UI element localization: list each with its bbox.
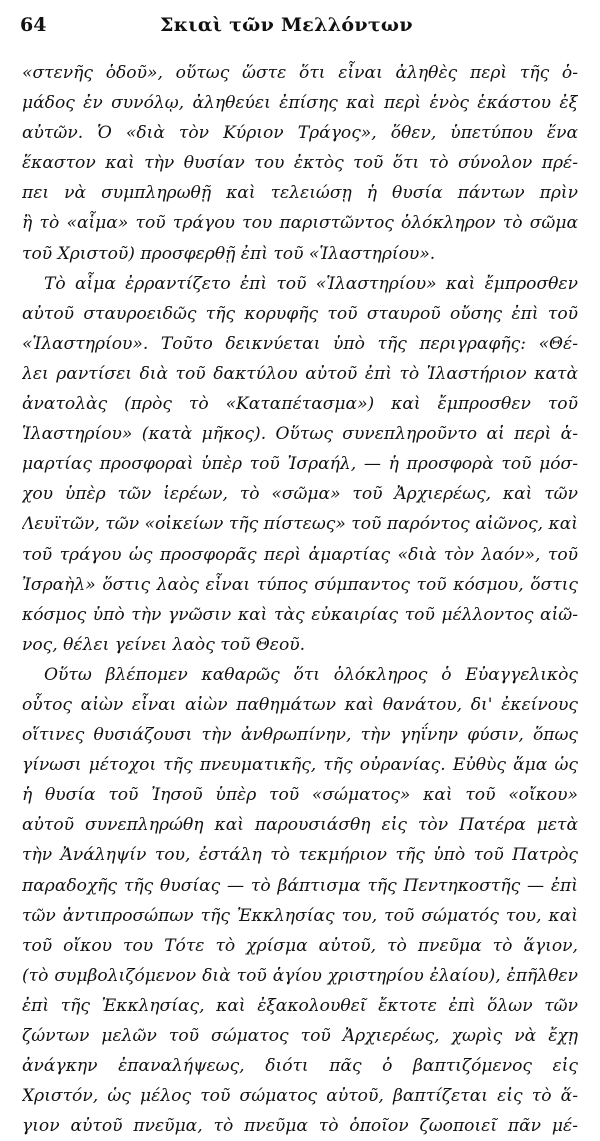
text-line: ἕκαστον καὶ τὴν θυσίαν του ἐκτὸς τοῦ ὅτι τὸ σύνολον πρέ- (22, 153, 578, 174)
text-line: κόσμος ὑπὸ τὴν γνῶσιν καὶ τὰς εὐκαιρίας τοῦ μέλλοντος αἰῶ- (22, 604, 578, 625)
text-line: αὐτοῦ συνεπληρώθη καὶ παρουσιάσθη εἰς τὸν Πατέρα μετὰ (22, 815, 578, 836)
text-line: τοῦ τράγου ὡς προσφορᾶς περὶ ἁμαρτίας «διὰ τὸν λαόν», τοῦ (22, 544, 578, 565)
text-line: τοῦ οἴκου του Τότε τὸ χρίσμα αὐτοῦ, τὸ πνεῦμα τὸ ἅγιον, (22, 935, 578, 956)
text-line: Ἱλαστηρίου» (κατὰ μῆκος). Οὕτως συνεπληροῦντο αἱ περὶ ἁ- (22, 424, 578, 445)
page-number: 64 (20, 14, 47, 36)
text-line: χου ὑπὲρ τῶν ἱερέων, τὸ «σῶμα» τοῦ Ἀρχιερέως, καὶ τῶν (22, 484, 578, 505)
text-line: Ἰσραὴλ» ὅστις λαὸς εἶναι τύπος σύμπαντος τοῦ κόσμου, ὅστις (22, 574, 578, 595)
text-line: γιον αὐτοῦ πνεῦμα, τὸ πνεῦμα τὸ ὁποῖον ζωοποιεῖ πᾶν μέ- (22, 1116, 578, 1137)
text-line: ζώντων μελῶν τοῦ σώματος τοῦ Ἀρχιερέως, χωρὶς νὰ ἔχῃ (22, 1026, 578, 1046)
text-line: πει νὰ συμπληρωθῇ καὶ τελειώσῃ ἡ θυσία πάντων πρὶν (22, 183, 578, 204)
text-line: «Ἱλαστηρίου». Τοῦτο δεικνύεται ὑπὸ τῆς περιγραφῆς: «Θέ- (22, 333, 578, 354)
text-line: οἵτινες θυσιάζουσι τὴν ἀνθρωπίνην, τὴν γηΐνην φύσιν, ὅπως (22, 725, 578, 746)
text-line: Τὸ αἷμα ἐρραντίζετο ἐπὶ τοῦ «Ἱλαστηρίου» καὶ ἔμπροσθεν (44, 273, 578, 294)
text-line: νος, θέλει γείνει λαὸς τοῦ Θεοῦ. (22, 634, 306, 655)
text-line: ἢ τὸ «αἷμα» τοῦ τράγου του παριστῶντος ὁλόκληρον τὸ σῶμα (22, 213, 578, 234)
text-line: οὗτος αἰὼν εἶναι αἰὼν παθημάτων καὶ θανάτου, δι' ἐκείνους (22, 694, 578, 715)
page-header (20, 14, 580, 40)
text-line: λει ραντίσει διὰ τοῦ δακτύλου αὐτοῦ ἐπὶ τὸ Ἱλαστήριον κατὰ (22, 363, 578, 384)
text-line: «στενῆς ὁδοῦ», οὕτως ὥστε ὅτι εἶναι ἀληθὲς περὶ τῆς ὁ- (22, 63, 578, 83)
text-line: Λευϊτῶν, τῶν «οἰκείων τῆς πίστεως» τοῦ παρόντος αἰῶνος, καὶ (22, 514, 578, 535)
text-line: τῶν ἀντιπροσώπων τῆς Ἐκκλησίας του, τοῦ σώματός του, καὶ (22, 905, 578, 926)
text-line: τὴν Ἀνάληψίν του, ἐστάλη τὸ τεκμήριον τῆς ὑπὸ τοῦ Πατρὸς (22, 845, 578, 866)
text-line: αὐτῶν. Ὁ «διὰ τὸν Κύριον Τράγος», ὅθεν, ὑπετύπου ἕνα (22, 123, 578, 144)
text-line: γίνωσι μέτοχοι τῆς πνευματικῆς, τῆς οὐρανίας. Εὐθὺς ἅμα ὡς (22, 755, 578, 776)
text-line: ἀνάγκην ἐπαναλήψεως, διότι πᾶς ὁ βαπτιζόμενος εἰς (22, 1056, 578, 1077)
text-line: Χριστόν, ὡς μέλος τοῦ σώματος αὐτοῦ, βαπτίζεται εἰς τὸ ἅ- (22, 1086, 578, 1107)
text-line: Οὕτω βλέπομεν καθαρῶς ὅτι ὁλόκληρος ὁ Εὐαγγελικὸς (44, 664, 578, 685)
text-line: παραδοχῆς τῆς θυσίας — τὸ βάπτισμα τῆς Πεντηκοστῆς — ἐπὶ (22, 875, 578, 896)
body-text (22, 58, 578, 1141)
text-line: αὐτοῦ σταυροειδῶς τῆς κορυφῆς τοῦ σταυροῦ οὔσης ἐπὶ τοῦ (22, 303, 578, 324)
text-line: μαρτίας προσφοραὶ ὑπὲρ τοῦ Ἰσραήλ, — ἡ προσφορὰ τοῦ μόσ- (22, 454, 578, 475)
text-line: ἐπὶ τῆς Ἐκκλησίας, καὶ ἐξακολουθεῖ ἔκτοτε ἐπὶ ὅλων τῶν (22, 995, 578, 1016)
running-head: Σκιαὶ τῶν Μελλόντων (160, 14, 413, 36)
text-line: τοῦ Χριστοῦ) προσφερθῇ ἐπὶ τοῦ «Ἱλαστηρίου». (22, 243, 436, 264)
text-line: ἡ θυσία τοῦ Ἰησοῦ ὑπὲρ τοῦ «σώματος» καὶ τοῦ «οἴκου» (22, 785, 578, 806)
text-line: (τὸ συμβολιζόμενον διὰ τοῦ ἁγίου χριστηρίου ἐλαίου), ἐπῆλθεν (22, 965, 578, 986)
text-line: μάδος ἐν συνόλῳ, ἀληθεύει ἐπίσης καὶ περὶ ἑνὸς ἑκάστου ἐξ (22, 93, 578, 114)
text-line: ἀνατολὰς (πρὸς τὸ «Καταπέτασμα») καὶ ἔμπροσθεν τοῦ (22, 394, 578, 415)
